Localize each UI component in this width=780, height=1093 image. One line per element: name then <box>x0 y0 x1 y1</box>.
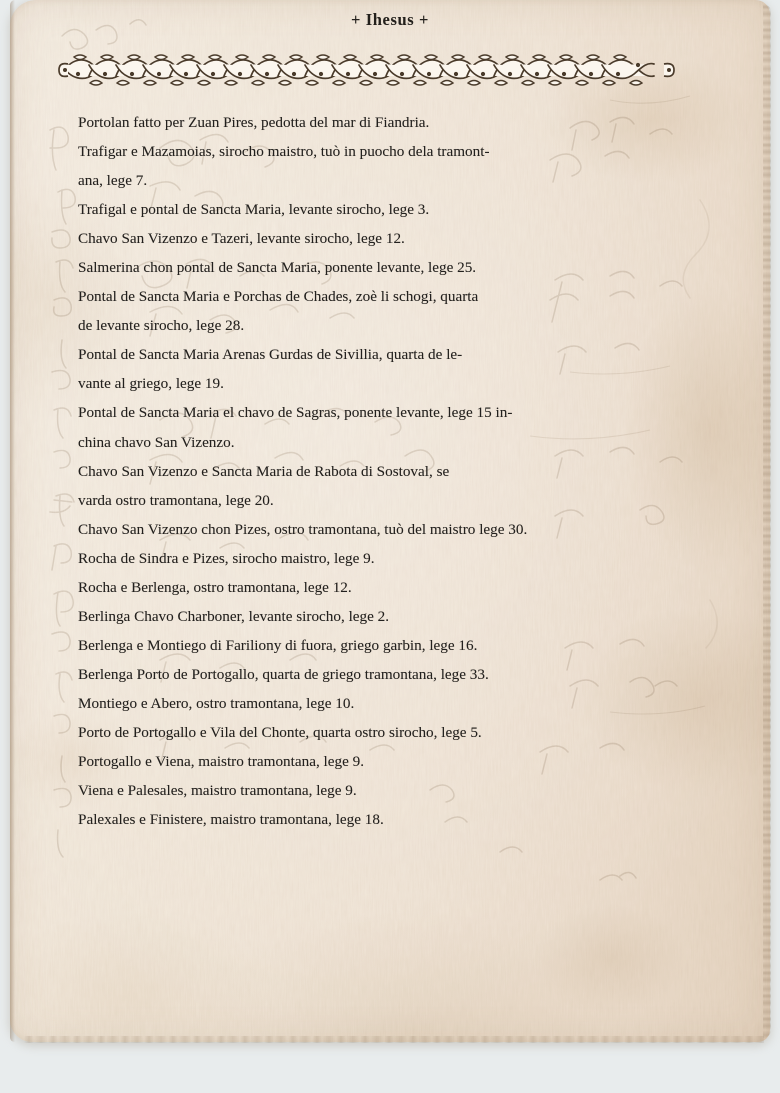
portolan-line: Montiego e Abero, ostro tramontana, lege 10. <box>78 694 355 712</box>
portolan-line: Rocha e Berlenga, ostro tramontana, lege 12. <box>78 578 352 596</box>
portolan-line: vante al griego, lege 19. <box>78 375 224 393</box>
portolan-line: Trafigal e pontal de Sancta Maria, levante sirocho, lege 3. <box>78 201 430 219</box>
portolan-line: china chavo San Vizenzo. <box>78 433 235 451</box>
portolan-line: Porto de Portogallo e Vila del Chonte, quarta ostro sirocho, lege 5. <box>78 723 482 741</box>
portolan-line: Berlenga Porto de Portogallo, quarta de griego tramontana, lege 33. <box>78 665 489 683</box>
portolan-line: de levante sirocho, lege 28. <box>78 317 245 335</box>
portolan-line: Pontal de Sancta Maria Arenas Gurdas de Sivillia, quarta de le- <box>78 346 463 364</box>
deckled-right-edge <box>763 4 771 1038</box>
page-left-edge <box>10 0 15 1042</box>
portolan-line: Portolan fatto per Zuan Pires, pedotta del mar di Fiandria. <box>78 114 430 131</box>
portolan-line: Portogallo e Viena, maistro tramontana, lege 9. <box>78 753 365 771</box>
portolan-line: Chavo San Vizenzo e Sancta Maria de Rabota di Sostoval, se <box>78 462 450 480</box>
page-invocation-heading: + Ihesus + <box>351 10 429 29</box>
portolan-line: ana, lege 7. <box>78 172 148 190</box>
portolan-line: Viena e Palesales, maistro tramontana, lege 9. <box>78 782 357 800</box>
portolan-line: Chavo San Vizenzo chon Pizes, ostro tramontana, tuò del maistro lege 30. <box>78 520 528 538</box>
portolan-line: Berlenga e Montiego di Fariliony di fuora, griego garbin, lege 16. <box>78 636 478 654</box>
portolan-line: Chavo San Vizenzo e Tazeri, levante sirocho, lege 12. <box>78 230 405 248</box>
portolan-line: Berlinga Chavo Charboner, levante sirocho, lege 2. <box>78 607 390 625</box>
portolan-line: Salmerina chon pontal de Sancta Maria, ponente levante, lege 25. <box>78 259 477 277</box>
braided-rope-divider-icon <box>58 52 678 88</box>
portolan-line: Trafigar e Mazamoias, sirocho maistro, tuò in puocho dela tramont- <box>78 143 490 161</box>
portolan-line: Palexales e Finistere, maistro tramontana, lege 18. <box>78 811 384 829</box>
portolan-line: Pontal de Sancta Maria el chavo de Sagras, ponente levante, lege 15 in- <box>78 404 513 422</box>
portolan-line: Rocha de Sindra e Pizes, sirocho maistro, lege 9. <box>78 549 375 567</box>
portolan-line: Pontal de Sancta Maria e Porchas de Chades, zoè li schogi, quarta <box>78 288 479 306</box>
portolan-line: varda ostro tramontana, lege 20. <box>78 491 274 509</box>
portolan-text-block <box>78 108 718 834</box>
parchment-sheet <box>10 0 770 1042</box>
deckled-bottom-edge <box>24 1036 764 1043</box>
